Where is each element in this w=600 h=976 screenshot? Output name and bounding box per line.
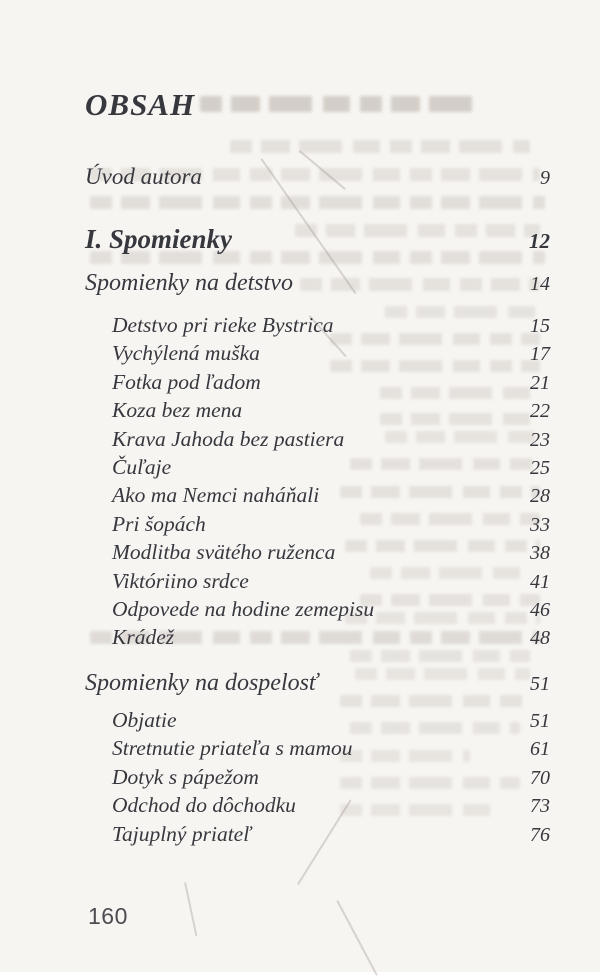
toc-entry-label: Pri šopách	[112, 511, 206, 536]
toc-row	[85, 624, 550, 652]
toc-row	[85, 707, 550, 735]
toc-row	[85, 312, 550, 340]
toc-entry-label: Stretnutie priateľa s mamou	[112, 736, 353, 761]
toc-row	[85, 454, 550, 482]
toc-entry-page: 70	[530, 766, 550, 789]
toc-entry-page: 28	[530, 485, 550, 508]
toc-entry-page: 41	[530, 570, 550, 593]
toc-entry-label: Fotka pod ľadom	[112, 369, 261, 394]
toc-entry-label: Spomienky na detstvo	[85, 270, 293, 296]
toc-row	[85, 268, 550, 299]
toc-row	[85, 163, 550, 192]
toc-entry-label: Úvod autora	[85, 164, 202, 189]
toc-entry-page: 46	[530, 599, 550, 622]
toc-entry-page: 48	[530, 627, 550, 650]
toc-row	[85, 764, 550, 792]
toc-entry-label: Viktóriino srdce	[112, 568, 249, 593]
toc-entry-label: Spomienky na dospelosť	[85, 669, 318, 696]
toc-row	[85, 397, 550, 425]
toc-row	[85, 735, 550, 763]
toc-row	[85, 539, 550, 567]
toc-row	[85, 223, 550, 257]
toc-entry-page: 14	[530, 273, 550, 295]
toc-row	[85, 792, 550, 820]
toc-entry-page: 15	[530, 315, 550, 337]
toc-row	[85, 821, 550, 849]
toc-entry-page: 9	[540, 167, 550, 189]
toc-entry-page: 51	[530, 672, 550, 695]
toc-entry-label: Detstvo pri rieke Bystrica	[112, 313, 334, 337]
toc-entry-page: 12	[529, 229, 550, 253]
toc-entry-label: Krava Jahoda bez pastiera	[112, 426, 345, 451]
toc-entry-label: Odpovede na hodine zemepisu	[112, 597, 375, 622]
toc-row	[85, 482, 550, 510]
toc-entry-page: 23	[530, 428, 550, 451]
toc-entry-label: Tajuplný priateľ	[112, 821, 252, 846]
toc-entry-label: Odchod do dôchodku	[112, 793, 296, 818]
toc-entry-page: 22	[530, 400, 550, 423]
toc-entry-label: Ako ma Nemci naháňali	[112, 483, 320, 508]
toc-row	[85, 568, 550, 596]
toc-entry-label: Modlitba svätého ruženca	[112, 540, 336, 565]
toc-entry-label: Dotyk s pápežom	[112, 764, 259, 789]
toc-row	[85, 596, 550, 624]
toc-row	[85, 340, 550, 368]
toc-entry-label: Čuľaje	[112, 455, 172, 480]
toc-entry-label: Krádež	[112, 625, 175, 650]
toc-list	[85, 163, 550, 849]
toc-entry-label: Vychýlená muška	[112, 341, 260, 366]
toc-entry-page: 61	[530, 738, 550, 761]
toc-entry-page: 17	[530, 343, 550, 366]
toc-entry-page: 33	[530, 513, 550, 536]
folio-page-number: 160	[88, 903, 128, 929]
toc-row	[85, 369, 550, 397]
toc-entry-label: Objatie	[112, 707, 177, 732]
toc-entry-page: 51	[530, 709, 550, 732]
toc-row	[85, 668, 550, 699]
toc-entry-label: I. Spomienky	[85, 224, 233, 254]
toc-entry-page: 21	[530, 371, 550, 394]
toc-entry-page: 25	[530, 457, 550, 480]
toc-entry-page: 76	[530, 823, 550, 846]
page-title: OBSAH	[85, 87, 196, 122]
toc-entry-page: 38	[530, 542, 550, 565]
toc-row	[85, 426, 550, 454]
toc-entry-label: Koza bez mena	[112, 398, 243, 423]
toc-entry-page: 73	[530, 795, 550, 818]
toc-row	[85, 511, 550, 539]
